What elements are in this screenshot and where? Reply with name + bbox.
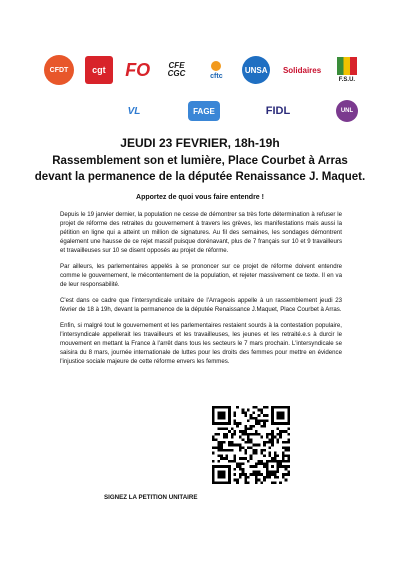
- cfe-cgc-logo: CFE CGC: [167, 61, 186, 78]
- cgt-logo: cgt: [85, 56, 113, 84]
- fsu-flag-icon: [337, 57, 357, 75]
- vl-logo: VL: [127, 105, 141, 117]
- paragraph: Enfin, si malgré tout le gouvernement et les parlementaires restaient sourds à la contestation populaire, l'intersyndicale appellerait les travailleurs et les travailleuses, les jeunes et les retraité.e.s à durcir le mouvement en mettant la France à l'arrêt dans tous les secteurs le 7 mars prochain. L'intersyndicale se saisira du 8 mars, journée internationale de luttes pour les droits des femmes pour mettre en évidence l'injustice sociale majeure de cette réforme envers les femmes.: [60, 322, 342, 365]
- cftc-logo: [201, 57, 231, 83]
- fidl-logo: FIDL: [265, 105, 291, 117]
- fo-logo: FO: [125, 59, 151, 80]
- cftc-logo-text: cftc: [210, 72, 223, 80]
- event-subtitle: Apportez de quoi vous faire entendre !: [136, 194, 264, 201]
- union-logos-row-1: [44, 54, 360, 86]
- paragraph: C'est dans ce cadre que l'intersyndicale unitaire de l'Arrageois appelle à un rassemblement jeudi 23 février de 18 à 19h, devant la permanence de la députée Renaissance J.Maquet, Place Courbet à Arras.: [60, 297, 342, 313]
- union-logos-row-2: [122, 100, 358, 122]
- paragraph: Depuis le 19 janvier dernier, la population ne cesse de démontrer sa très forte détermination à refuser le projet de réforme des retraites du gouvernement à travers les grèves, les manifestations mais aussi la pétition en ligne qui a atteint un million de signatures. Au fil des semaines, les sondages démontrent également une hausse de ce rejet massif puisque dorénavant, plus de 7 français sur 10 et 9 travailleurs et travailleuses sur 10 se disent opposés au projet de réforme.: [60, 211, 342, 254]
- petition-qr-code[interactable]: [212, 406, 290, 484]
- solidaires-logo: Solidaires: [282, 65, 322, 75]
- title-line-1: Rassemblement son et lumière, Place Courbet à Arras: [52, 155, 348, 167]
- petition-label: SIGNEZ LA PETITION UNITAIRE: [104, 494, 198, 501]
- body-text: [60, 210, 342, 373]
- unsa-logo: UNSA: [242, 56, 270, 84]
- paragraph: Par ailleurs, les parlementaires appelés à se prononcer sur ce projet de réforme doivent entendre comme le gouvernement, le mécontentement de la population, et rejeter massivement ce texte. Il en va de leur responsabilité.: [60, 263, 342, 288]
- cftc-dot-icon: [211, 61, 221, 71]
- fage-logo: FAGE: [188, 101, 220, 121]
- cfdt-logo: CFDT: [44, 55, 74, 85]
- unl-logo: UNL: [336, 100, 358, 122]
- fsu-logo-text: F.S.U.: [338, 77, 356, 83]
- fsu-logo: [334, 54, 360, 86]
- title-line-2: devant la permanence de la députée Renaissance J. Maquet.: [34, 171, 366, 183]
- event-date: JEUDI 23 FEVRIER, 18h-19h: [120, 136, 280, 150]
- event-title: [30, 153, 370, 185]
